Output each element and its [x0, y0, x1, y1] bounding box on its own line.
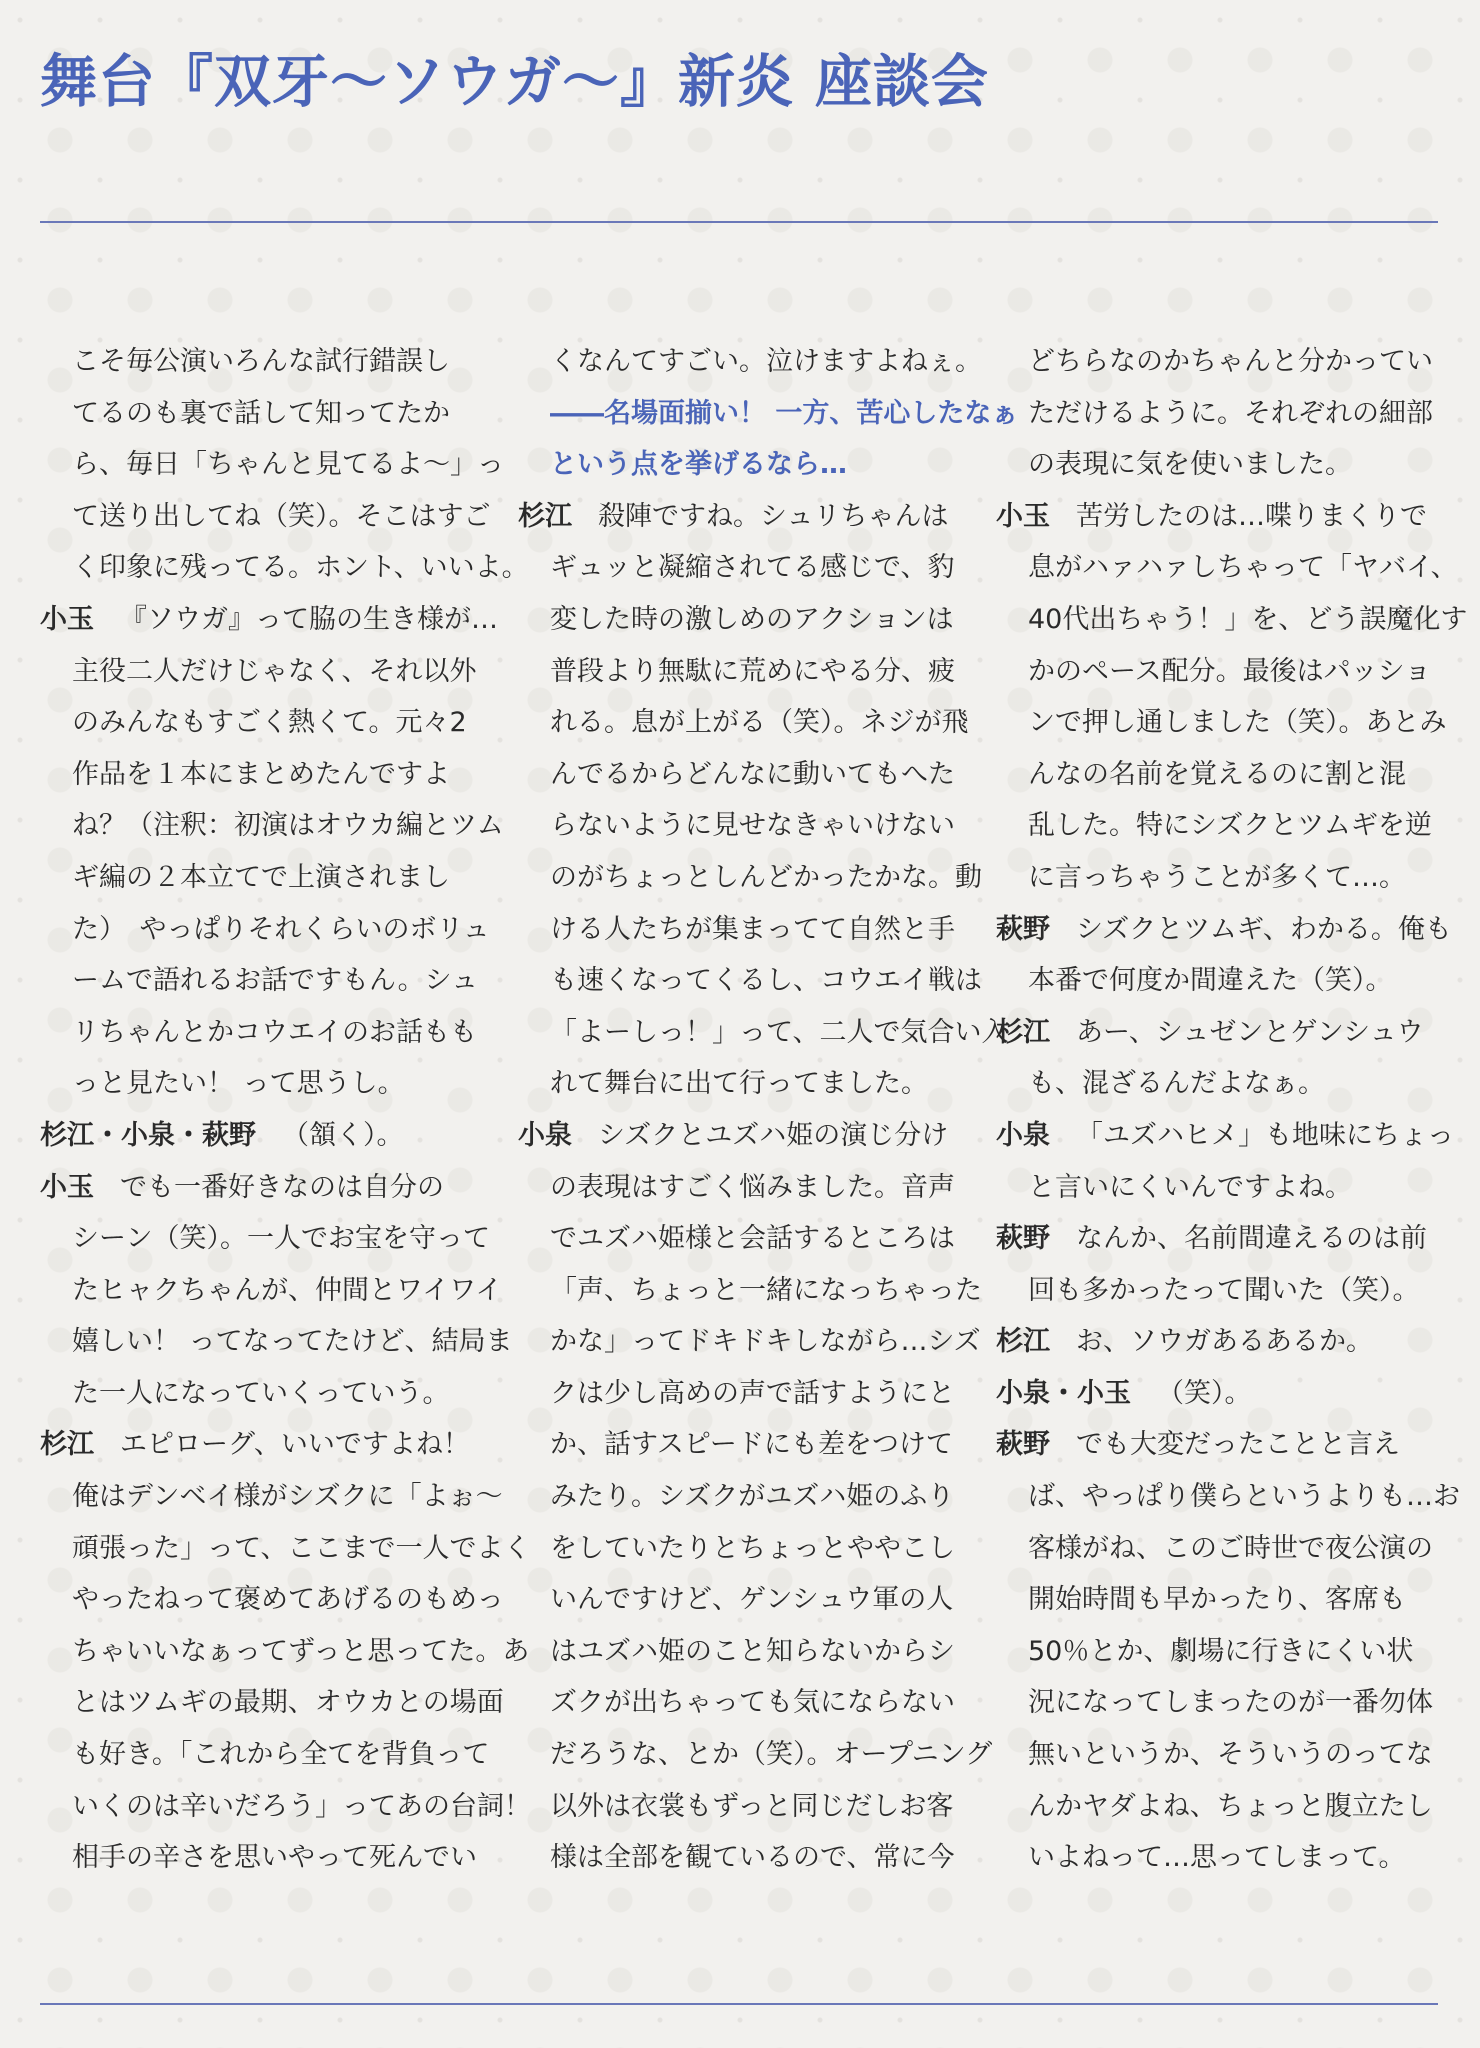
text-line [40, 1368, 490, 1420]
text-line [40, 1265, 503, 1317]
text-line [40, 1058, 490, 1110]
line-text: いよねって…思ってしまって。 [1028, 1842, 1406, 1874]
line-text: かのペース配分。最後はパッショ [1028, 655, 1432, 687]
line-text: の表現に気を使いました。 [1028, 449, 1352, 481]
text-line [996, 542, 1458, 594]
line-text: 開始時間も早かったり、客席も [1028, 1584, 1406, 1616]
text-line [996, 1677, 1446, 1729]
speaker-line [996, 1316, 1446, 1368]
line-text: ける人たちが集まってて自然と手 [550, 913, 955, 945]
speaker-line [996, 1213, 1446, 1265]
text-line [40, 800, 504, 852]
text-line [518, 1832, 968, 1884]
speaker-line [996, 1007, 1446, 1059]
line-text: なんか、名前間違えるのは前 [1076, 1223, 1427, 1255]
line-text: 作品を１本にまとめたんですよ [72, 758, 450, 790]
line-text: んでるからどんなに動いてもへた [550, 758, 955, 790]
line-text: ――名場面揃い！ 一方、苦心したなぁ [550, 397, 1019, 429]
text-line [518, 955, 982, 1007]
line-text: っと見たい！ って思うし。 [72, 1068, 405, 1100]
text-line [40, 1729, 490, 1781]
text-line [518, 646, 968, 698]
line-text: 乱した。特にシズクとツムギを逆 [1028, 810, 1432, 842]
line-text: エピローグ、いいですよね！ [120, 1429, 470, 1461]
text-line [996, 646, 1446, 698]
speaker-line [40, 594, 498, 646]
text-line [40, 439, 504, 491]
text-line [40, 1007, 490, 1059]
line-text: 俺はデンベイ様がシズクに「よぉ～ [72, 1481, 503, 1513]
line-text: ね？（注釈：初演はオウカ編とツム [72, 810, 504, 842]
line-text: （笑）。 [1157, 1377, 1252, 1409]
line-text: ズクが出ちゃっても気にならない [550, 1687, 955, 1719]
line-text: リちゃんとかコウエイのお話もも [72, 1016, 477, 1048]
text-column-3 [996, 336, 1468, 1884]
line-text: 況になってしまったのが一番勿体 [1028, 1687, 1433, 1719]
text-line [518, 1316, 981, 1368]
text-line [40, 1832, 490, 1884]
text-line [996, 1574, 1446, 1626]
line-text: 『ソウガ』って脇の生き様が… [120, 603, 498, 635]
speaker-name: 小玉 [40, 603, 94, 635]
speaker-line [996, 1419, 1446, 1471]
line-text: 以外は衣裳もずっと同じだしお客 [550, 1790, 954, 1822]
footer-divider [40, 2003, 1438, 2005]
text-line [40, 955, 490, 1007]
text-line [996, 439, 1446, 491]
line-text: だろうな、とか（笑）。オープニング [550, 1739, 993, 1771]
text-line [40, 1626, 530, 1678]
line-text: あー、シュゼンとゲンシュウ [1076, 1016, 1424, 1048]
line-text: 普段より無駄に荒めにやる分、疲 [550, 655, 955, 687]
text-line [40, 1523, 531, 1575]
text-line [518, 439, 968, 491]
line-text: ンで押し通しました（笑）。あとみ [1028, 707, 1447, 739]
line-text: 様は全部を観ているので、常に今 [550, 1842, 955, 1874]
line-text: シズクとユズハ姫の演じ分け [598, 1119, 949, 1151]
line-text: お、ソウガあるあるか。 [1076, 1326, 1373, 1358]
speaker-name: 杉江 [996, 1016, 1050, 1048]
text-line [40, 388, 490, 440]
line-text: も速くなってくるし、コウエイ戦は [550, 965, 982, 997]
text-line [518, 1007, 1009, 1059]
line-text: 回も多かったって聞いた（笑）。 [1028, 1274, 1420, 1306]
line-text: シズクとツムギ、わかる。俺も [1076, 913, 1452, 945]
line-text: て送り出してね（笑）。そこはすご [72, 500, 491, 532]
text-line [518, 1368, 968, 1420]
line-text: をしていたりとちょっとややこし [550, 1532, 955, 1564]
line-text: かな」ってドキドキしながら…シズ [550, 1326, 981, 1358]
line-text: ギュッと凝縮されてる感じで、豹 [550, 552, 955, 584]
line-text: のがちょっとしんどかったかな。動 [550, 861, 982, 893]
text-line [40, 852, 490, 904]
text-line [40, 1677, 504, 1729]
text-line [996, 1832, 1446, 1884]
text-line [996, 388, 1446, 440]
text-line [518, 594, 968, 646]
text-line [40, 1213, 490, 1265]
text-line [518, 1626, 968, 1678]
speaker-line [40, 1419, 490, 1471]
text-line [518, 1058, 968, 1110]
text-line [40, 697, 490, 749]
line-text: とはツムギの最期、オウカとの場面 [72, 1687, 504, 1719]
text-line [518, 1729, 993, 1781]
speaker-name: 小泉・小玉 [996, 1377, 1131, 1409]
line-text: いんですけど、ゲンシュウ軍の人 [550, 1584, 954, 1616]
text-line [40, 1574, 504, 1626]
text-column-1 [40, 336, 531, 1884]
speaker-name: 杉江・小泉・萩野 [40, 1119, 256, 1151]
text-line [518, 1162, 968, 1214]
line-text: 客様がね、このご時世で夜公演の [1028, 1532, 1433, 1564]
speaker-name: 萩野 [996, 1429, 1050, 1461]
text-line [518, 1781, 968, 1833]
text-line [996, 1523, 1446, 1575]
line-text: 50％とか、劇場に行きにくい状 [1028, 1635, 1414, 1667]
speaker-line [518, 1110, 968, 1162]
text-line [518, 800, 968, 852]
line-text: （頷く）。 [282, 1119, 404, 1151]
line-text: のみんなもすごく熱くて。元々2 [72, 707, 467, 739]
text-line [996, 1729, 1446, 1781]
text-line [996, 1058, 1446, 1110]
text-line [518, 749, 968, 801]
text-line [518, 904, 968, 956]
text-line [518, 1265, 982, 1317]
line-text: どちらなのかちゃんと分かってい [1028, 346, 1433, 377]
text-line [996, 749, 1446, 801]
speaker-name: 小泉 [518, 1119, 572, 1151]
text-line [518, 852, 982, 904]
line-text: 40代出ちゃう！」を、どう誤魔化す [1028, 603, 1468, 635]
line-text: という点を挙げるなら… [550, 449, 847, 481]
line-text: 変した時の激しめのアクションは [550, 603, 954, 635]
line-text: らないように見せなきゃいけない [550, 810, 955, 842]
line-text: でユズハ姫様と会話するところは [550, 1223, 955, 1255]
line-text: くなんてすごい。泣けますよねぇ。 [550, 346, 982, 377]
text-line [996, 852, 1446, 904]
speaker-name: 萩野 [996, 913, 1050, 945]
line-text: いくのは辛いだろう」ってあの台詞！ [72, 1790, 531, 1822]
speaker-line [40, 1162, 490, 1214]
line-text: 無いというか、そういうのってな [1028, 1739, 1433, 1771]
text-line [518, 1213, 968, 1265]
line-text: 主役二人だけじゃなく、それ以外 [72, 655, 477, 687]
line-text: でも大変だったことと言え [1076, 1429, 1400, 1461]
text-line [40, 491, 490, 543]
line-text: 殺陣ですね。シュリちゃんは [598, 500, 949, 532]
speaker-name: 小玉 [996, 500, 1050, 532]
line-text: んかヤダよね、ちょっと腹立たし [1028, 1790, 1433, 1822]
text-column-2 [518, 336, 1019, 1884]
line-text: ら、毎日「ちゃんと見てるよ～」っ [72, 449, 504, 481]
line-text: た） やっぱりそれくらいのボリュ [72, 913, 490, 945]
line-text: 「声、ちょっと一緒になっちゃった [550, 1274, 982, 1306]
text-line [996, 1265, 1446, 1317]
text-line [40, 646, 490, 698]
text-line [518, 336, 982, 388]
text-line [40, 1471, 503, 1523]
text-line [996, 800, 1446, 852]
line-text: ギ編の２本立てで上演されまし [72, 861, 450, 893]
text-line [996, 1626, 1446, 1678]
speaker-name: 杉江 [996, 1326, 1050, 1358]
line-text: の表現はすごく悩みました。音声 [550, 1171, 955, 1203]
line-text: た一人になっていくっていう。 [72, 1377, 450, 1409]
text-line [40, 749, 490, 801]
line-text: も、混ざるんだよなぁ。 [1028, 1068, 1325, 1100]
line-text: 苦労したのは…喋りまくりで [1076, 500, 1427, 532]
page-title: 舞台『双牙～ソウガ～』新炎 座談会 [40, 48, 989, 115]
title-divider [40, 221, 1438, 223]
line-text: ームで語れるお話ですもん。シュ [72, 965, 479, 997]
line-text: クは少し高めの声で話すようにと [550, 1377, 955, 1409]
line-text: れる。息が上がる（笑）。ネジが飛 [550, 707, 969, 739]
speaker-line [518, 491, 968, 543]
text-line [996, 336, 1446, 388]
line-text: ば、やっぱり僕らというよりも…お [1028, 1481, 1460, 1513]
text-line [996, 1781, 1446, 1833]
line-text: ちゃいいなぁってずっと思ってた。あ [72, 1635, 530, 1667]
line-text: に言っちゃうことが多くて…。 [1028, 861, 1406, 893]
speaker-name: 杉江 [40, 1429, 94, 1461]
text-line [40, 1781, 531, 1833]
speaker-line [996, 491, 1446, 543]
text-line [40, 904, 490, 956]
line-text: てるのも裏で話して知ってたか [72, 397, 450, 429]
line-text: やったねって褒めてあげるのもめっ [72, 1584, 504, 1616]
speaker-line [996, 904, 1452, 956]
line-text: か、話すスピードにも差をつけて [550, 1429, 953, 1461]
line-text: でも一番好きなのは自分の [120, 1171, 444, 1203]
text-line [996, 955, 1446, 1007]
line-text: 「よーしっ！」って、二人で気合い入 [550, 1016, 1009, 1048]
speaker-line [996, 1368, 1446, 1420]
text-line [996, 594, 1468, 646]
line-text: たヒャクちゃんが、仲間とワイワイ [72, 1274, 503, 1306]
speaker-name: 萩野 [996, 1223, 1050, 1255]
text-line [40, 1316, 513, 1368]
line-text: 相手の辛さを思いやって死んでい [72, 1842, 477, 1874]
line-text: れて舞台に出て行ってました。 [550, 1068, 928, 1100]
speaker-name: 小玉 [40, 1171, 94, 1203]
speaker-line [996, 1110, 1454, 1162]
line-text: 息がハァハァしちゃって「ヤバイ、 [1028, 552, 1458, 584]
text-line [518, 1574, 968, 1626]
line-text: 頑張った」って、ここまで一人でよく [72, 1532, 531, 1564]
line-text: 「ユズハヒメ」も地味にちょっ [1076, 1119, 1454, 1151]
line-text: シーン（笑）。一人でお宝を守って [72, 1223, 490, 1255]
line-text: 本番で何度か間違えた（笑）。 [1028, 965, 1393, 997]
line-text: く印象に残ってる。ホント、いいよ。 [72, 552, 529, 584]
text-line [518, 388, 1019, 440]
line-text: も好き。「これから全てを背負って [72, 1739, 490, 1771]
text-line [518, 1677, 968, 1729]
speaker-name: 杉江 [518, 500, 572, 532]
line-text: ただけるように。それぞれの細部 [1028, 397, 1433, 429]
text-line [40, 336, 490, 388]
line-text: はユズハ姫のこと知らないからシ [550, 1635, 955, 1667]
text-line [996, 697, 1446, 749]
speaker-line [40, 1110, 490, 1162]
text-line [518, 542, 968, 594]
text-line [518, 1471, 968, 1523]
line-text: と言いにくいんですよね。 [1028, 1171, 1352, 1203]
text-line [40, 542, 529, 594]
line-text: こそ毎公演いろんな試行錯誤し [72, 346, 450, 377]
line-text: 嬉しい！ ってなってたけど、結局ま [72, 1326, 513, 1358]
text-line [518, 697, 968, 749]
line-text: んなの名前を覚えるのに割と混 [1028, 758, 1406, 790]
line-text: みたり。シズクがユズハ姫のふり [550, 1481, 955, 1513]
text-line [518, 1419, 968, 1471]
text-line [996, 1162, 1446, 1214]
speaker-name: 小泉 [996, 1119, 1050, 1151]
text-line [518, 1523, 968, 1575]
text-line [996, 1471, 1460, 1523]
